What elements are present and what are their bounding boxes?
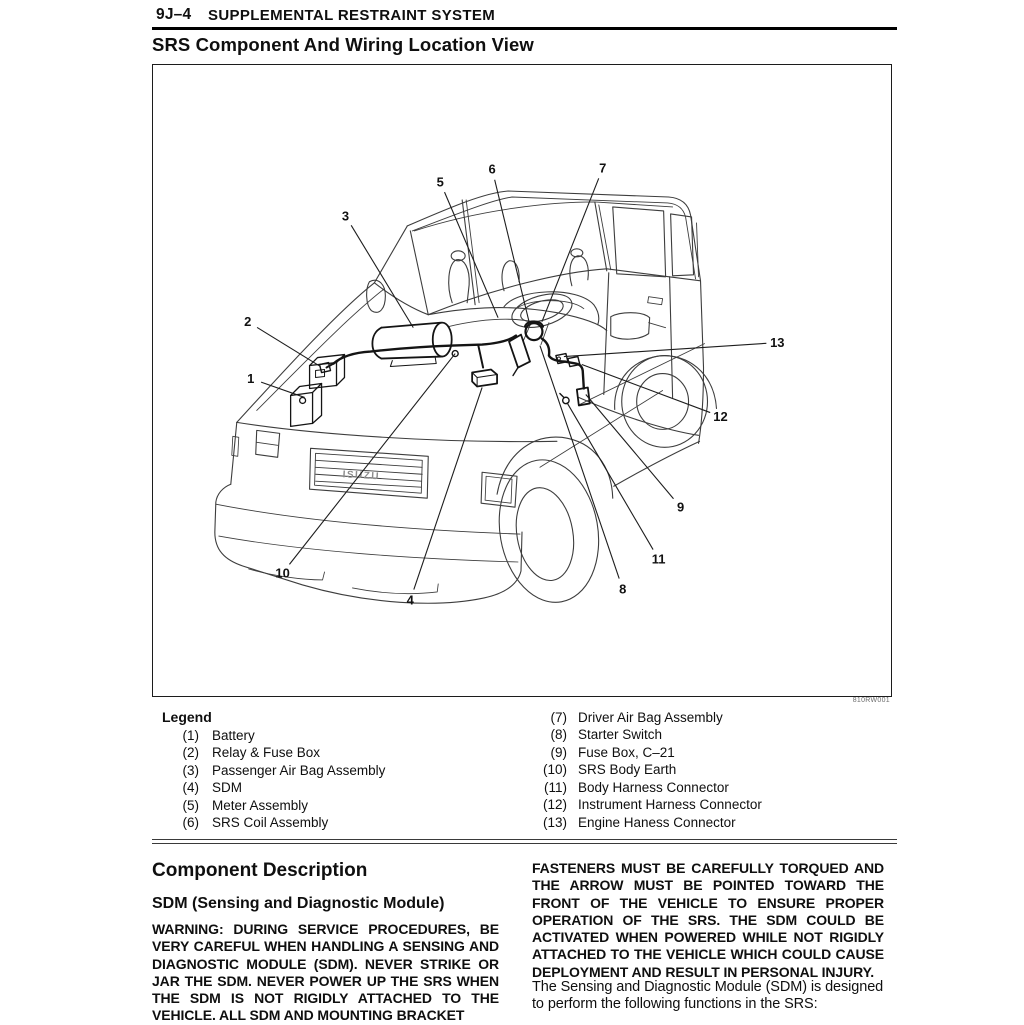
legend-item-number: (13) bbox=[542, 814, 567, 830]
callout-number-4: 4 bbox=[406, 592, 414, 608]
section-divider bbox=[152, 839, 897, 844]
legend-item-label: SRS Coil Assembly bbox=[212, 815, 329, 831]
legend-item-number: (12) bbox=[542, 797, 567, 813]
grille-brand-text: ISUZU bbox=[342, 469, 381, 483]
legend-item-number: (7) bbox=[550, 710, 567, 725]
legend-item bbox=[162, 779, 385, 796]
legend-item bbox=[519, 726, 762, 743]
legend-item-number: (3) bbox=[182, 762, 199, 778]
header-rule bbox=[152, 27, 897, 30]
callout-leader-2 bbox=[257, 327, 320, 366]
legend-item bbox=[162, 744, 385, 761]
figure-code: 810RW001 bbox=[852, 697, 890, 704]
vehicle-diagram-svg bbox=[153, 65, 891, 696]
legend-item bbox=[519, 744, 762, 761]
sdm-subheading: SDM (Sensing and Diagnostic Module) bbox=[152, 895, 445, 912]
legend-item-number: (4) bbox=[182, 780, 199, 796]
callout-number-5: 5 bbox=[436, 174, 444, 190]
callout-leader-11 bbox=[567, 402, 653, 549]
chapter-title: SUPPLEMENTAL RESTRAINT SYSTEM bbox=[208, 7, 496, 24]
legend-item bbox=[162, 797, 385, 814]
legend-column-right bbox=[519, 709, 762, 831]
legend-item-label: Driver Air Bag Assembly bbox=[578, 710, 723, 725]
figure-title: SRS Component And Wiring Location View bbox=[152, 34, 534, 55]
legend-item-label: Engine Haness Connector bbox=[578, 814, 736, 830]
legend-item bbox=[519, 709, 762, 726]
legend-column-left bbox=[162, 727, 385, 832]
callout-number-10: 10 bbox=[275, 565, 290, 581]
callout-number-8: 8 bbox=[619, 581, 627, 597]
legend-item bbox=[162, 727, 385, 744]
legend-item-number: (6) bbox=[182, 815, 199, 831]
callout-number-1: 1 bbox=[247, 370, 255, 386]
legend-item-label: SRS Body Earth bbox=[578, 762, 677, 778]
callout-number-3: 3 bbox=[341, 208, 350, 224]
legend-item bbox=[519, 796, 762, 813]
legend-item-label: Body Harness Connector bbox=[578, 779, 729, 795]
callout-leader-10 bbox=[289, 354, 455, 565]
legend-item-number: (11) bbox=[543, 779, 567, 795]
component-description-heading: Component Description bbox=[152, 860, 368, 881]
legend-item bbox=[162, 814, 385, 831]
callout-leader-13 bbox=[564, 343, 766, 356]
legend-item-number: (8) bbox=[550, 727, 567, 743]
legend-item-label: Passenger Air Bag Assembly bbox=[212, 762, 386, 778]
callout-number-11: 11 bbox=[651, 551, 666, 567]
page-number: 9J–4 bbox=[156, 6, 192, 23]
legend-item-number: (9) bbox=[550, 744, 567, 760]
callout-leader-8 bbox=[540, 346, 619, 579]
warning-paragraph-right: FASTENERS MUST BE CAREFULLY TORQUED AND THE ARROW MUST BE POINTED TOWARD THE FRONT OF THE VEHICLE TO ENSURE PROPER OPERATION OF THE SRS. THE SDM COULD BE ACTIVATED WHEN POWERED WHILE NOT RIGIDLY ATTACHED TO THE VEHICLE WHICH COULD CAUSE DEPLOYMENT AND RESULT IN PERSONAL INJURY. bbox=[532, 860, 884, 980]
callout-number-6: 6 bbox=[488, 161, 496, 177]
legend-title: Legend bbox=[162, 709, 212, 725]
legend-item-label: Fuse Box, C–21 bbox=[578, 744, 675, 760]
legend-item bbox=[519, 814, 762, 831]
legend-item-number: (1) bbox=[182, 728, 199, 743]
body-paragraph-right: The Sensing and Diagnostic Module (SDM) is designed to perform the following functions in the SRS: bbox=[532, 979, 884, 1013]
legend-item bbox=[519, 779, 762, 796]
callout-number-7: 7 bbox=[599, 160, 607, 176]
legend-item-label: Instrument Harness Connector bbox=[578, 797, 762, 813]
legend-item bbox=[162, 762, 385, 779]
srs-location-diagram bbox=[152, 64, 892, 697]
callout-number-9: 9 bbox=[676, 499, 685, 515]
callout-number-12: 12 bbox=[713, 408, 728, 424]
legend-item-number: (5) bbox=[182, 797, 199, 813]
legend-item-number: (10) bbox=[542, 762, 567, 778]
legend-item-label: Battery bbox=[212, 728, 255, 743]
callout-leader-6 bbox=[495, 180, 530, 326]
callout-number-2: 2 bbox=[244, 314, 252, 330]
legend-item-label: SDM bbox=[212, 780, 242, 796]
warning-paragraph-left: WARNING: DURING SERVICE PROCEDURES, BE VERY CAREFUL WHEN HANDLING A SENSING AND DIAGNOSTIC MODULE (SDM). NEVER STRIKE OR JAR THE SDM. NEVER POWER UP THE SRS WHEN THE SDM IS NOT RIGIDLY ATTACHED TO THE VEHICLE. ALL SDM AND MOUNTING BRACKET bbox=[152, 921, 499, 1024]
legend-item-label: Starter Switch bbox=[578, 727, 663, 743]
legend-item-number: (2) bbox=[182, 745, 199, 761]
legend-item-label: Meter Assembly bbox=[212, 797, 309, 813]
srs-harness-and-components bbox=[291, 321, 590, 426]
callout-leader-3 bbox=[351, 225, 413, 327]
callout-number-13: 13 bbox=[770, 335, 785, 351]
legend-item bbox=[519, 761, 762, 778]
legend-item-label: Relay & Fuse Box bbox=[212, 745, 321, 761]
